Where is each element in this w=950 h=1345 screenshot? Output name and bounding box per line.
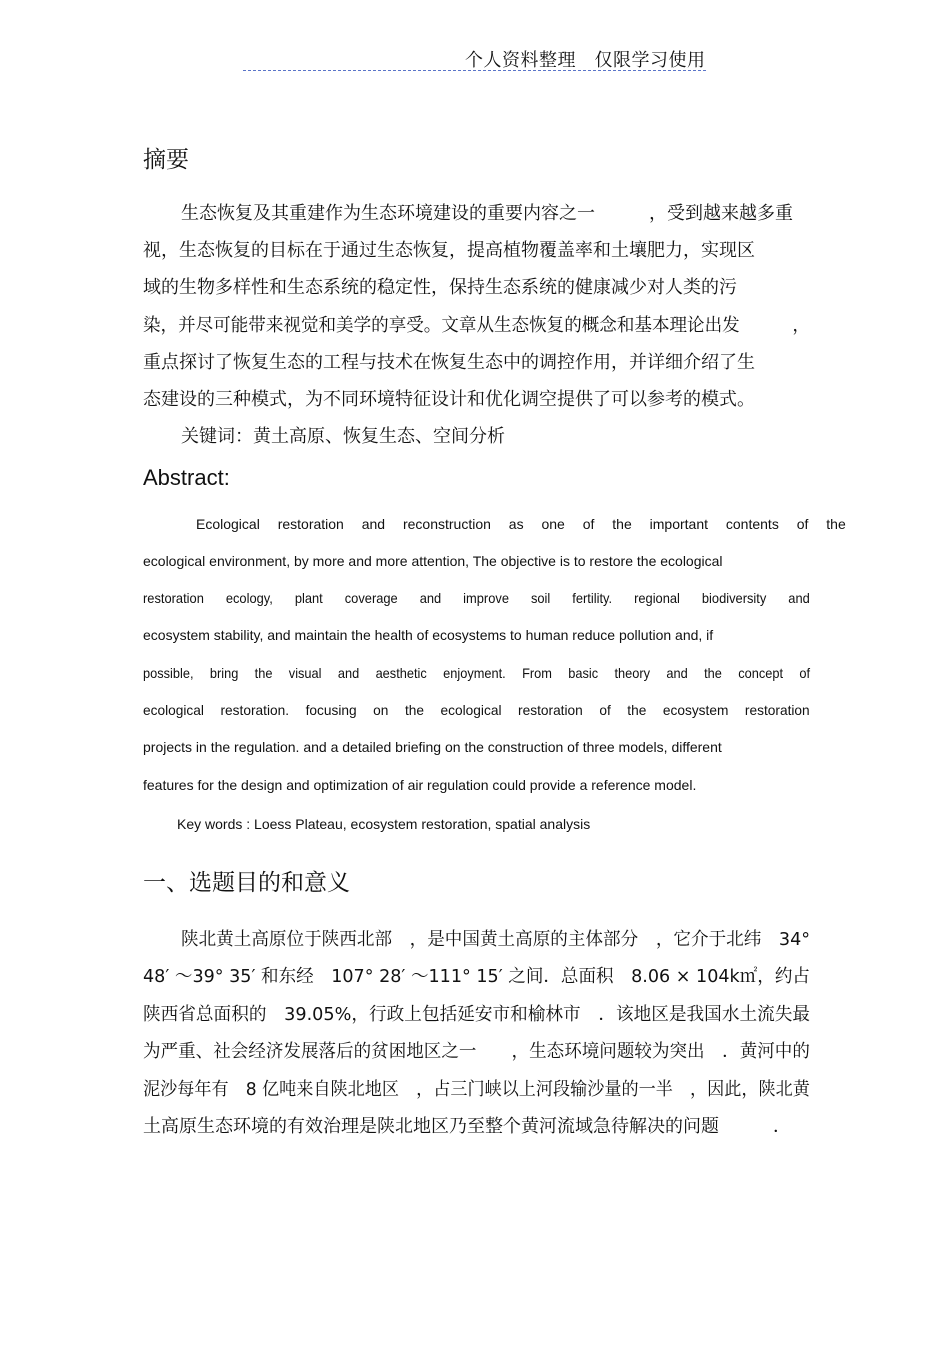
abstract-zh-line: 重点探讨了恢复生态的工程与技术在恢复生态中的调控作用，并详细介绍了生 (143, 352, 755, 373)
abstract-en-line: features for the design and optimization of air regulation could provide a reference model. (143, 777, 697, 793)
abstract-en-keywords: Key words : Loess Plateau, ecosystem restoration, spatial analysis (177, 816, 591, 832)
section-paragraph-line: 为严重、社会经济发展落后的贫困地区之一 ，生态环境问题较为突出 ．黄河中的 (143, 1041, 810, 1062)
abstract-en-line: ecosystem stability, and maintain the health of ecosystems to human reduce pollution and, if (143, 627, 714, 643)
abstract-en-line: projects in the regulation. and a detailed briefing on the construction of three models, different (143, 739, 722, 755)
section-paragraph-line: 泥沙每年有 8 亿吨来自陕北地区 ，占三门峡以上河段输沙量的一半 ，因此，陕北黄 (143, 1079, 810, 1100)
abstract-zh-line: 域的生物多样性和生态系统的稳定性，保持生态系统的健康减少对人类的污 (143, 277, 737, 298)
section-paragraph-line: 土高原生态环境的有效治理是陕北地区乃至整个黄河流域急待解决的问题 ． (143, 1116, 791, 1137)
abstract-en-line: possible, bring the visual and aesthetic enjoyment. From basic theory and the concept of (143, 665, 811, 681)
header-divider (243, 70, 706, 71)
abstract-zh-title: 摘要 (143, 147, 189, 173)
abstract-en-line: ecological environment, by more and more attention, The objective is to restore the ecological (143, 553, 723, 569)
abstract-zh-line: 生态恢复及其重建作为生态环境建设的重要内容之一 ，受到越来越多重 (181, 203, 793, 224)
abstract-zh-line: 视，生态恢复的目标在于通过生态恢复，提高植物覆盖率和土壤肥力，实现区 (143, 240, 755, 261)
section-paragraph-line: 陕西省总面积的 39.05%，行政上包括延安市和榆林市 ．该地区是我国水土流失最 (143, 1004, 811, 1025)
abstract-en-line: restoration ecology, plant coverage and improve soil fertility. regional biodiversity and (143, 590, 810, 606)
page-header: 个人资料整理 仅限学习使用 (465, 50, 706, 71)
abstract-zh-keywords: 关键词：黄土高原、恢复生态、空间分析 (181, 426, 505, 447)
abstract-zh-line: 染，并尽可能带来视觉和美学的享受。文章从生态恢复的概念和基本理论出发 ， (143, 315, 810, 336)
abstract-zh-line: 态建设的三种模式，为不同环境特征设计和优化调空提供了可以参考的模式。 (143, 389, 755, 410)
section-paragraph-line: 陕北黄土高原位于陕西北部 ，是中国黄土高原的主体部分 ，它介于北纬 34° (181, 929, 811, 950)
section-title: 一、选题目的和意义 (143, 870, 350, 896)
abstract-en-line: Ecological restoration and reconstruction as one of the important contents of the (196, 516, 846, 532)
abstract-en-title: Abstract: (143, 465, 230, 490)
section-paragraph-line: 48′ ～39° 35′ 和东经 107° 28′ ～111° 15′ 之间．总面积 8.06 × 104k㎡，约占 (143, 966, 810, 987)
abstract-en-line: ecological restoration. focusing on the ecological restoration of the ecosystem restoration (143, 702, 810, 718)
